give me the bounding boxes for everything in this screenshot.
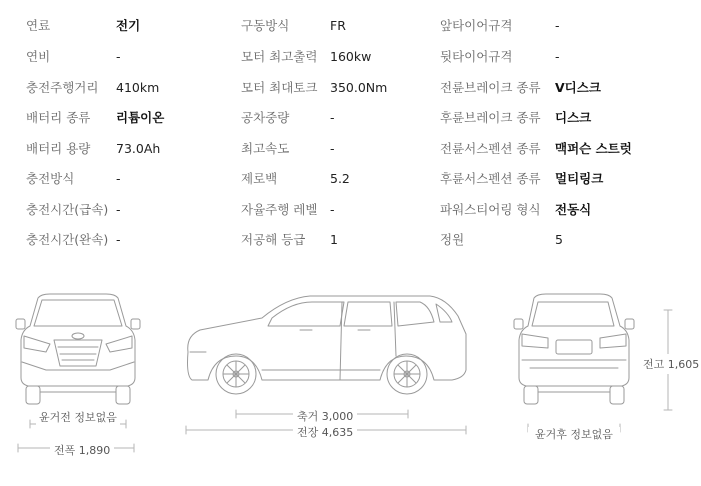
- spec-label-motor-power: 모터 최고출력: [241, 49, 318, 64]
- spec-value-front-brake: V디스크: [555, 80, 601, 95]
- spec-label-front-brake: 전륜브레이크 종류: [440, 80, 541, 95]
- spec-label-rear-suspension: 후륜서스펜션 종류: [440, 171, 541, 186]
- spec-value-fuel: 전기: [116, 18, 141, 33]
- spec-label-emission-grade: 저공해 등급: [241, 232, 306, 247]
- spec-label-battery-capacity: 배터리 용량: [26, 141, 91, 156]
- spec-label-slow-charge-time: 충전시간(완속): [26, 232, 109, 247]
- spec-label-autonomy-level: 자율주행 레벨: [241, 202, 318, 217]
- spec-value-range: 410km: [116, 80, 160, 95]
- spec-value-drive-type: FR: [330, 18, 346, 33]
- spec-value-autonomy-level: -: [330, 202, 335, 217]
- spec-label-rear-brake: 후륜브레이크 종류: [440, 110, 541, 125]
- spec-value-seating: 5: [555, 232, 563, 247]
- spec-value-power-steering: 전동식: [555, 202, 592, 217]
- spec-value-emission-grade: 1: [330, 232, 338, 247]
- rear-tread-label: 윤거후 정보없음: [528, 427, 620, 442]
- spec-label-power-steering: 파워스티어링 형식: [440, 202, 541, 217]
- spec-value-front-suspension: 맥퍼슨 스트럿: [555, 141, 632, 156]
- spec-value-top-speed: -: [330, 141, 335, 156]
- car-rear-view-illustration: [514, 294, 634, 404]
- spec-value-curb-weight: -: [330, 110, 335, 125]
- spec-value-rear-tire: -: [555, 49, 560, 64]
- spec-value-rear-brake: 디스크: [555, 110, 592, 125]
- length-label: 전장 4,635: [293, 424, 357, 440]
- spec-label-fuel: 연료: [26, 18, 51, 33]
- spec-value-rear-suspension: 멀티링크: [555, 171, 604, 186]
- spec-label-top-speed: 최고속도: [241, 141, 290, 156]
- spec-label-front-suspension: 전륜서스펜션 종류: [440, 141, 541, 156]
- spec-label-fast-charge-time: 충전시간(급속): [26, 202, 109, 217]
- wheelbase-label: 축거 3,000: [293, 408, 357, 424]
- spec-value-slow-charge-time: -: [116, 232, 121, 247]
- spec-label-charging-method: 충전방식: [26, 171, 75, 186]
- spec-label-drive-type: 구동방식: [241, 18, 290, 33]
- spec-label-zero-to-hundred: 제로백: [241, 171, 278, 186]
- spec-label-front-tire: 앞타이어규격: [440, 18, 513, 33]
- spec-label-range: 충전주행거리: [26, 80, 99, 95]
- front-tread-label: 윤거전 정보없음: [36, 410, 120, 425]
- height-label: 전고 1,605: [641, 354, 701, 374]
- spec-value-zero-to-hundred: 5.2: [330, 171, 350, 186]
- spec-value-efficiency: -: [116, 49, 121, 64]
- spec-value-front-tire: -: [555, 18, 560, 33]
- spec-label-battery-type: 배터리 종류: [26, 110, 91, 125]
- spec-value-battery-type: 리튬이온: [116, 110, 165, 125]
- spec-value-battery-capacity: 73.0Ah: [116, 141, 161, 156]
- spec-label-motor-torque: 모터 최대토크: [241, 80, 318, 95]
- width-label: 전폭 1,890: [50, 442, 114, 458]
- car-side-view-illustration: [188, 296, 467, 394]
- spec-value-motor-power: 160kw: [330, 49, 372, 64]
- spec-value-fast-charge-time: -: [116, 202, 121, 217]
- spec-label-rear-tire: 뒷타이어규격: [440, 49, 513, 64]
- spec-label-seating: 정원: [440, 232, 465, 247]
- spec-label-curb-weight: 공차중량: [241, 110, 290, 125]
- car-front-view-illustration: [16, 294, 140, 404]
- spec-value-motor-torque: 350.0Nm: [330, 80, 388, 95]
- spec-value-charging-method: -: [116, 171, 121, 186]
- spec-label-efficiency: 연비: [26, 49, 51, 64]
